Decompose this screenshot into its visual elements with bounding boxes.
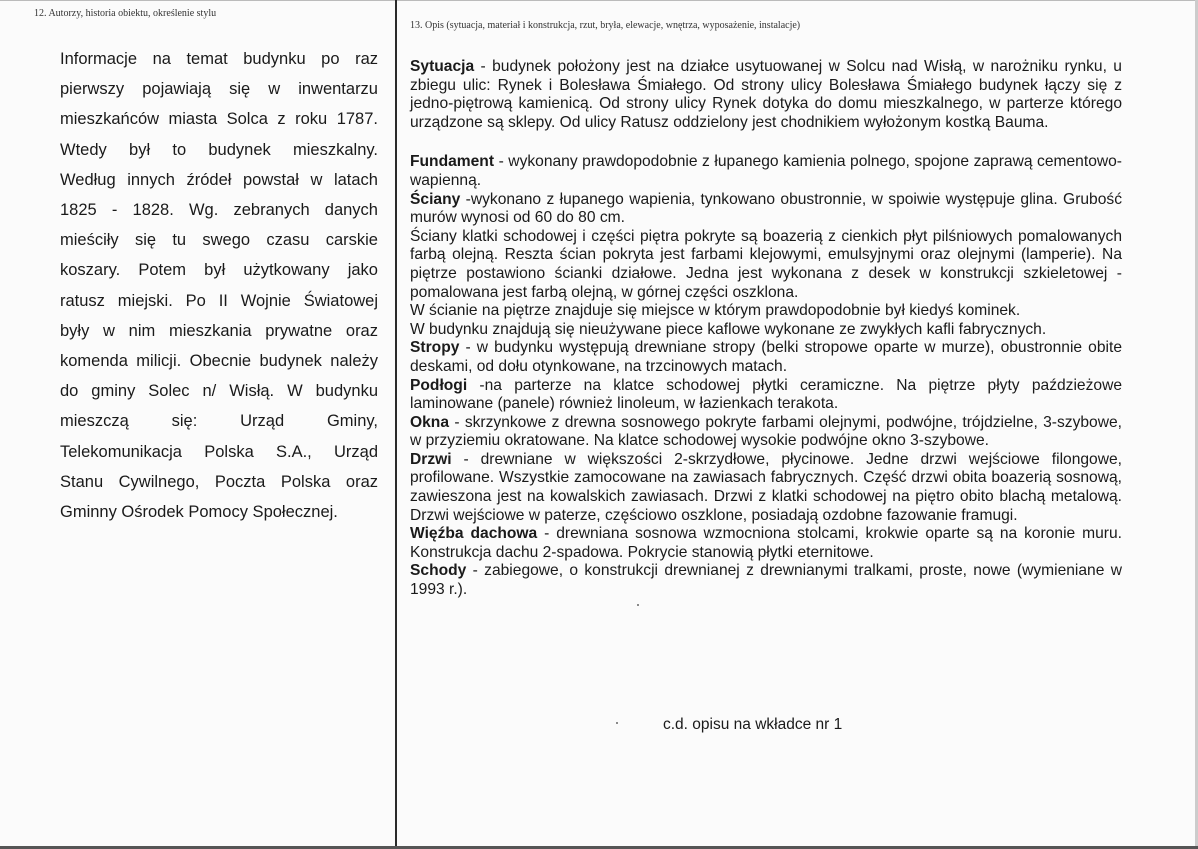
- column-divider: [395, 0, 397, 849]
- paragraph-gap: [410, 132, 1122, 153]
- left-column-header: 12. Autorzy, historia obiektu, określenie stylu: [34, 8, 217, 19]
- stoves-paragraph: W budynku znajdują się nieużywane piece kaflowe wykonane ze zwykłych kafli fabrycznych.: [410, 320, 1047, 338]
- section-sciany: [410, 191, 1122, 228]
- history-line: ratusz miejski. Po II Wojnie Światowej: [60, 291, 378, 310]
- section-drzwi: [410, 451, 1122, 525]
- section-stropy: [410, 339, 1122, 376]
- section-wiezba: [410, 525, 1122, 562]
- history-line: do gminy Solec n/ Wisłą. W budynku: [60, 382, 378, 401]
- section-title: Drzwi: [410, 450, 452, 468]
- section-title: Fundament: [410, 153, 495, 171]
- history-line: komenda milicji. Obecnie budynek należy: [60, 352, 378, 371]
- history-line: Wtedy był to budynek mieszkalny.: [60, 140, 378, 159]
- section-title: Ściany: [410, 190, 461, 208]
- section-title: Schody: [410, 562, 467, 580]
- description-text: [410, 58, 1122, 600]
- section-body: - skrzynkowe z drewna sosnowego pokryte farbami olejnymi, podwójne, trójdzielne, 3-szybowe, w przyziemiu okratowane. Na klatce schodowej wysokie podwójne okno 3-szybowe.: [410, 413, 1122, 450]
- section-title: Sytuacja: [410, 58, 475, 75]
- section-body: - zabiegowe, o konstrukcji drewnianej z drewnianymi tralkami, proste, nowe (wymieniane w 1993 r.).: [410, 562, 1122, 599]
- right-column-header: 13. Opis (sytuacja, materiał i konstrukcja, rzut, bryła, elewacje, wnętrza, wyposażenie, instalacje): [410, 20, 801, 31]
- continuation-note: c.d. opisu na wkładce nr 1: [663, 716, 843, 733]
- history-line: mieszkańców miasta Solca z roku 1787.: [60, 110, 378, 129]
- history-line: Informacje na temat budynku po raz: [60, 50, 378, 68]
- section-body: - wykonany prawdopodobnie z łupanego kamienia polnego, spojone zaprawą cementowo-wapienną.: [410, 153, 1122, 189]
- section-title: Więźba dachowa: [410, 525, 538, 543]
- section-body: - drewniana sosnowa wzmocniona stolcami, krokwie oparte są na koronie muru. Konstrukcja dachu 2-spadowa. Pokrycie stanowią płytki eternitowe.: [410, 525, 1122, 561]
- section-title: Podłogi: [410, 376, 468, 394]
- section-body: -na parterze na klatce schodowej płytki ceramiczne. Na piętrze płyty paździeżowe laminowane (panele) również linoleum, w łazienkach terakota.: [410, 376, 1122, 413]
- section-sytuacja: [410, 58, 1122, 132]
- history-line: Według innych źródeł powstał w latach: [60, 170, 378, 189]
- fireplace-paragraph: W ścianie na piętrze znajduje się miejsce w którym prawdopodobnie był kiedyś kominek.: [410, 302, 1021, 320]
- section-body: -wykonano z łupanego wapienia, tynkowano obustronnie, w spoiwie występuje glina. Grubość murów wynosi od 60 do 80 cm.: [410, 190, 1122, 227]
- section-title: Okna: [410, 413, 449, 431]
- history-line: Telekomunikacja Polska S.A., Urząd: [60, 442, 378, 461]
- history-line: pierwszy pojawiają się w inwentarzu: [60, 80, 378, 99]
- scan-speck: [637, 604, 639, 606]
- section-fundament: [410, 153, 1122, 190]
- section-body: - w budynku występują drewniane stropy (belki stropowe oparte w murze), obustronnie obite deskami, od dołu otynkowane, na trzcinowych matach.: [410, 339, 1122, 375]
- history-line: Gminny Ośrodek Pomocy Społecznej.: [60, 503, 338, 522]
- history-line: były w nim mieszkania prywatne oraz: [60, 321, 378, 340]
- section-podlogi: [410, 377, 1122, 414]
- history-line: mieściły się tu swego czasu carskie: [60, 231, 378, 250]
- section-title: Stropy: [410, 339, 460, 357]
- section-body: - drewniane w większości 2-skrzydłowe, płycinowe. Jedne drzwi wejściowe filongowe, profilowane. Wszystkie zamocowane na zawiasach fabrycznych. Część drzwi obita boazerią sosnową, zawieszona jest na kowalskich zawiasach. Drzwi z klatki schodowej na piętro obito blachą metalową. Drzwi wejściowe w paterze, częściowo oszklone, posiadają ozdobne fazowanie framugi.: [410, 450, 1122, 524]
- history-line: koszary. Potem był użytkowany jako: [60, 261, 378, 280]
- section-schody: [410, 562, 1122, 599]
- top-border: [0, 0, 1198, 1]
- section-body: - budynek położony jest na działce usytuowanej w Solcu nad Wisłą, w narożniku rynku, u zbiegu ulic: Rynek i Bolesława Śmiałego. Od strony ulicy Bolesława Śmiałego budynek łączy się z jedno-piętrową kamienicą. Od strony ulicy Rynek dotyka do domu mieszkalnego, w parterze którego urządzone są sklepy. Od ulicy Ratusz oddzielony jest chodnikiem wyłożonym kostką Bauma.: [410, 58, 1122, 131]
- section-okna: [410, 414, 1122, 451]
- scan-speck: [616, 722, 618, 724]
- walls-stairwell-paragraph: Ściany klatki schodowej i części piętra pokryte są boazerią z cienkich płyt pilśniowych pomalowanych farbą olejną. Reszta ścian pokryta jest farbami klejowymi, emulsyjnymi oraz olejnymi (lamperie). Na piętrze postawiono ścianki działowe. Jedna jest wykonana z desek w konstrukcji szkieletowej -pomalowana jest farbą olejną, w górnej części oszklona.: [410, 227, 1122, 301]
- history-text: [60, 44, 378, 527]
- history-line: 1825 - 1828. Wg. zebranych danych: [60, 201, 378, 220]
- history-line: Stanu Cywilnego, Poczta Polska oraz: [60, 472, 378, 491]
- history-line: mieszczą się: Urząd Gminy,: [60, 412, 378, 431]
